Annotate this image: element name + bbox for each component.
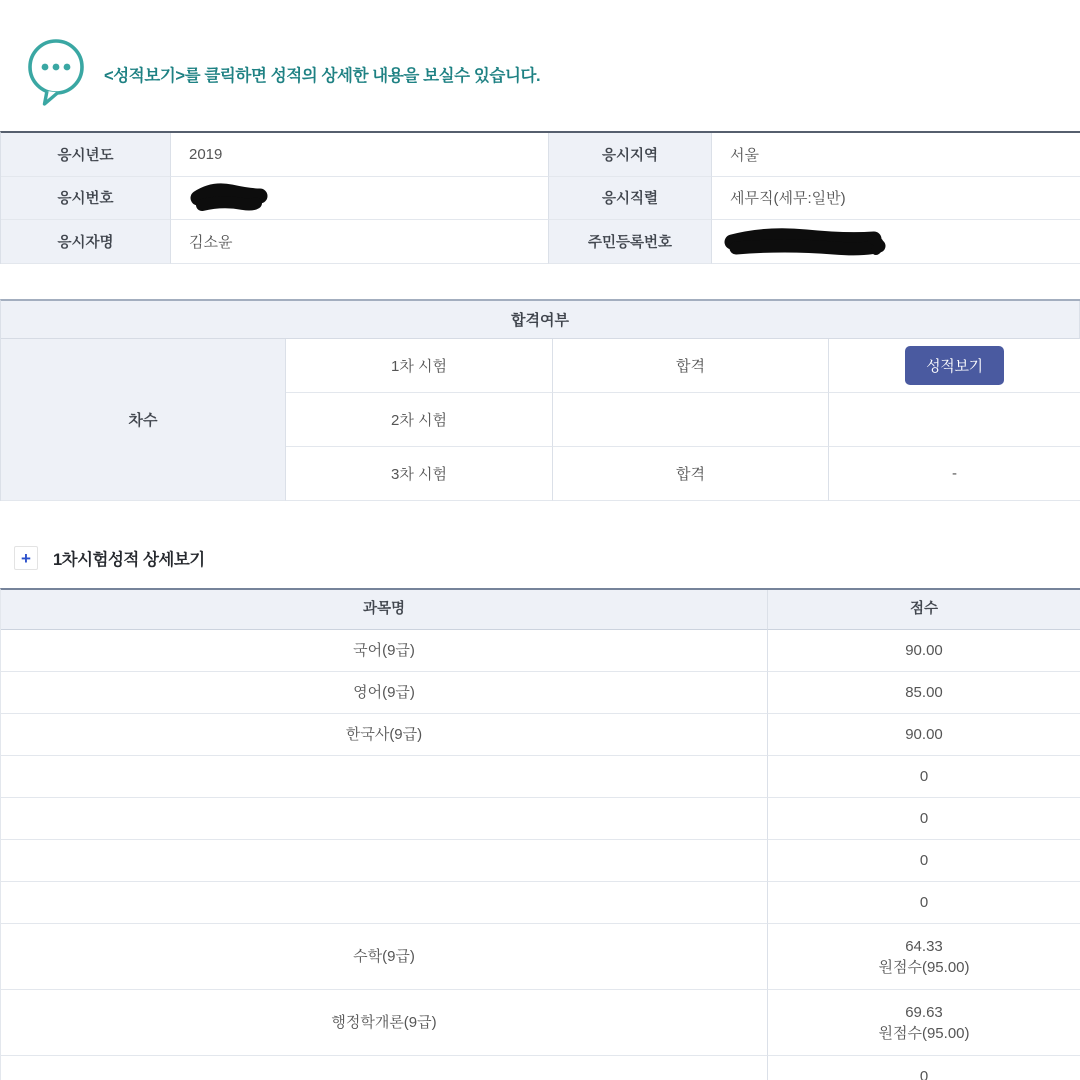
subject-cell: 영어(9급) [1,672,768,714]
exam-year-value: 2019 [171,133,549,177]
speech-bubble-icon [26,38,88,111]
exam1-result: 합격 [553,339,829,393]
subject-cell: 행정학개론(9급) [1,990,768,1056]
pass-status-table [0,299,1080,501]
view-score-button[interactable]: 성적보기 [905,346,1004,385]
exam2-action-cell [829,393,1080,447]
exam-category-label: 응시직렬 [549,177,712,221]
applicant-info-table [0,131,1080,264]
score-cell: 69.63 원점수(95.00) [768,990,1080,1056]
exam1-action-cell [829,339,1080,393]
exam2-label: 2차 시험 [286,393,553,447]
notice-text: <성적보기>를 클릭하면 성적의 상세한 내용을 보실수 있습니다. [104,67,541,85]
subject-cell: 수학(9급) [1,924,768,990]
resident-id-value [712,220,1080,264]
subject-cell [1,798,768,840]
score-cell: 0 [768,1056,1080,1080]
subject-cell: 국어(9급) [1,630,768,672]
redaction-scribble [722,226,892,258]
resident-id-label: 주민등록번호 [549,220,712,264]
exam3-action-cell: - [829,447,1080,501]
score-cell: 0 [768,882,1080,924]
applicant-number-label: 응시번호 [1,177,171,221]
applicant-name-label: 응시자명 [1,220,171,264]
first-exam-detail-section [14,546,205,570]
score-table [0,588,1080,1080]
score-header-cell: 점수 [768,590,1080,630]
score-cell: 90.00 [768,630,1080,672]
exam1-label: 1차 시험 [286,339,553,393]
redaction-scribble [189,182,271,214]
expand-plus-icon[interactable]: + [14,546,38,570]
subject-cell [1,840,768,882]
score-cell: 90.00 [768,714,1080,756]
score-cell: 85.00 [768,672,1080,714]
exam3-result: 합격 [553,447,829,501]
score-cell: 0 [768,840,1080,882]
round-header-cell: 차수 [1,339,286,501]
applicant-number-value [171,177,549,221]
subject-cell [1,1056,768,1080]
subject-cell: 한국사(9급) [1,714,768,756]
exam-region-value: 서울 [712,133,1080,177]
score-cell: 0 [768,756,1080,798]
exam-category-value: 세무직(세무:일반) [712,177,1080,221]
exam2-result [553,393,829,447]
applicant-name-value: 김소윤 [171,220,549,264]
subject-cell [1,882,768,924]
subject-header-cell: 과목명 [1,590,768,630]
exam3-label: 3차 시험 [286,447,553,501]
exam-year-label: 응시년도 [1,133,171,177]
subject-cell [1,756,768,798]
score-cell: 64.33 원점수(95.00) [768,924,1080,990]
detail-section-title: 1차시험성적 상세보기 [53,551,205,569]
pass-status-header: 합격여부 [1,301,1080,339]
score-cell: 0 [768,798,1080,840]
exam-region-label: 응시지역 [549,133,712,177]
